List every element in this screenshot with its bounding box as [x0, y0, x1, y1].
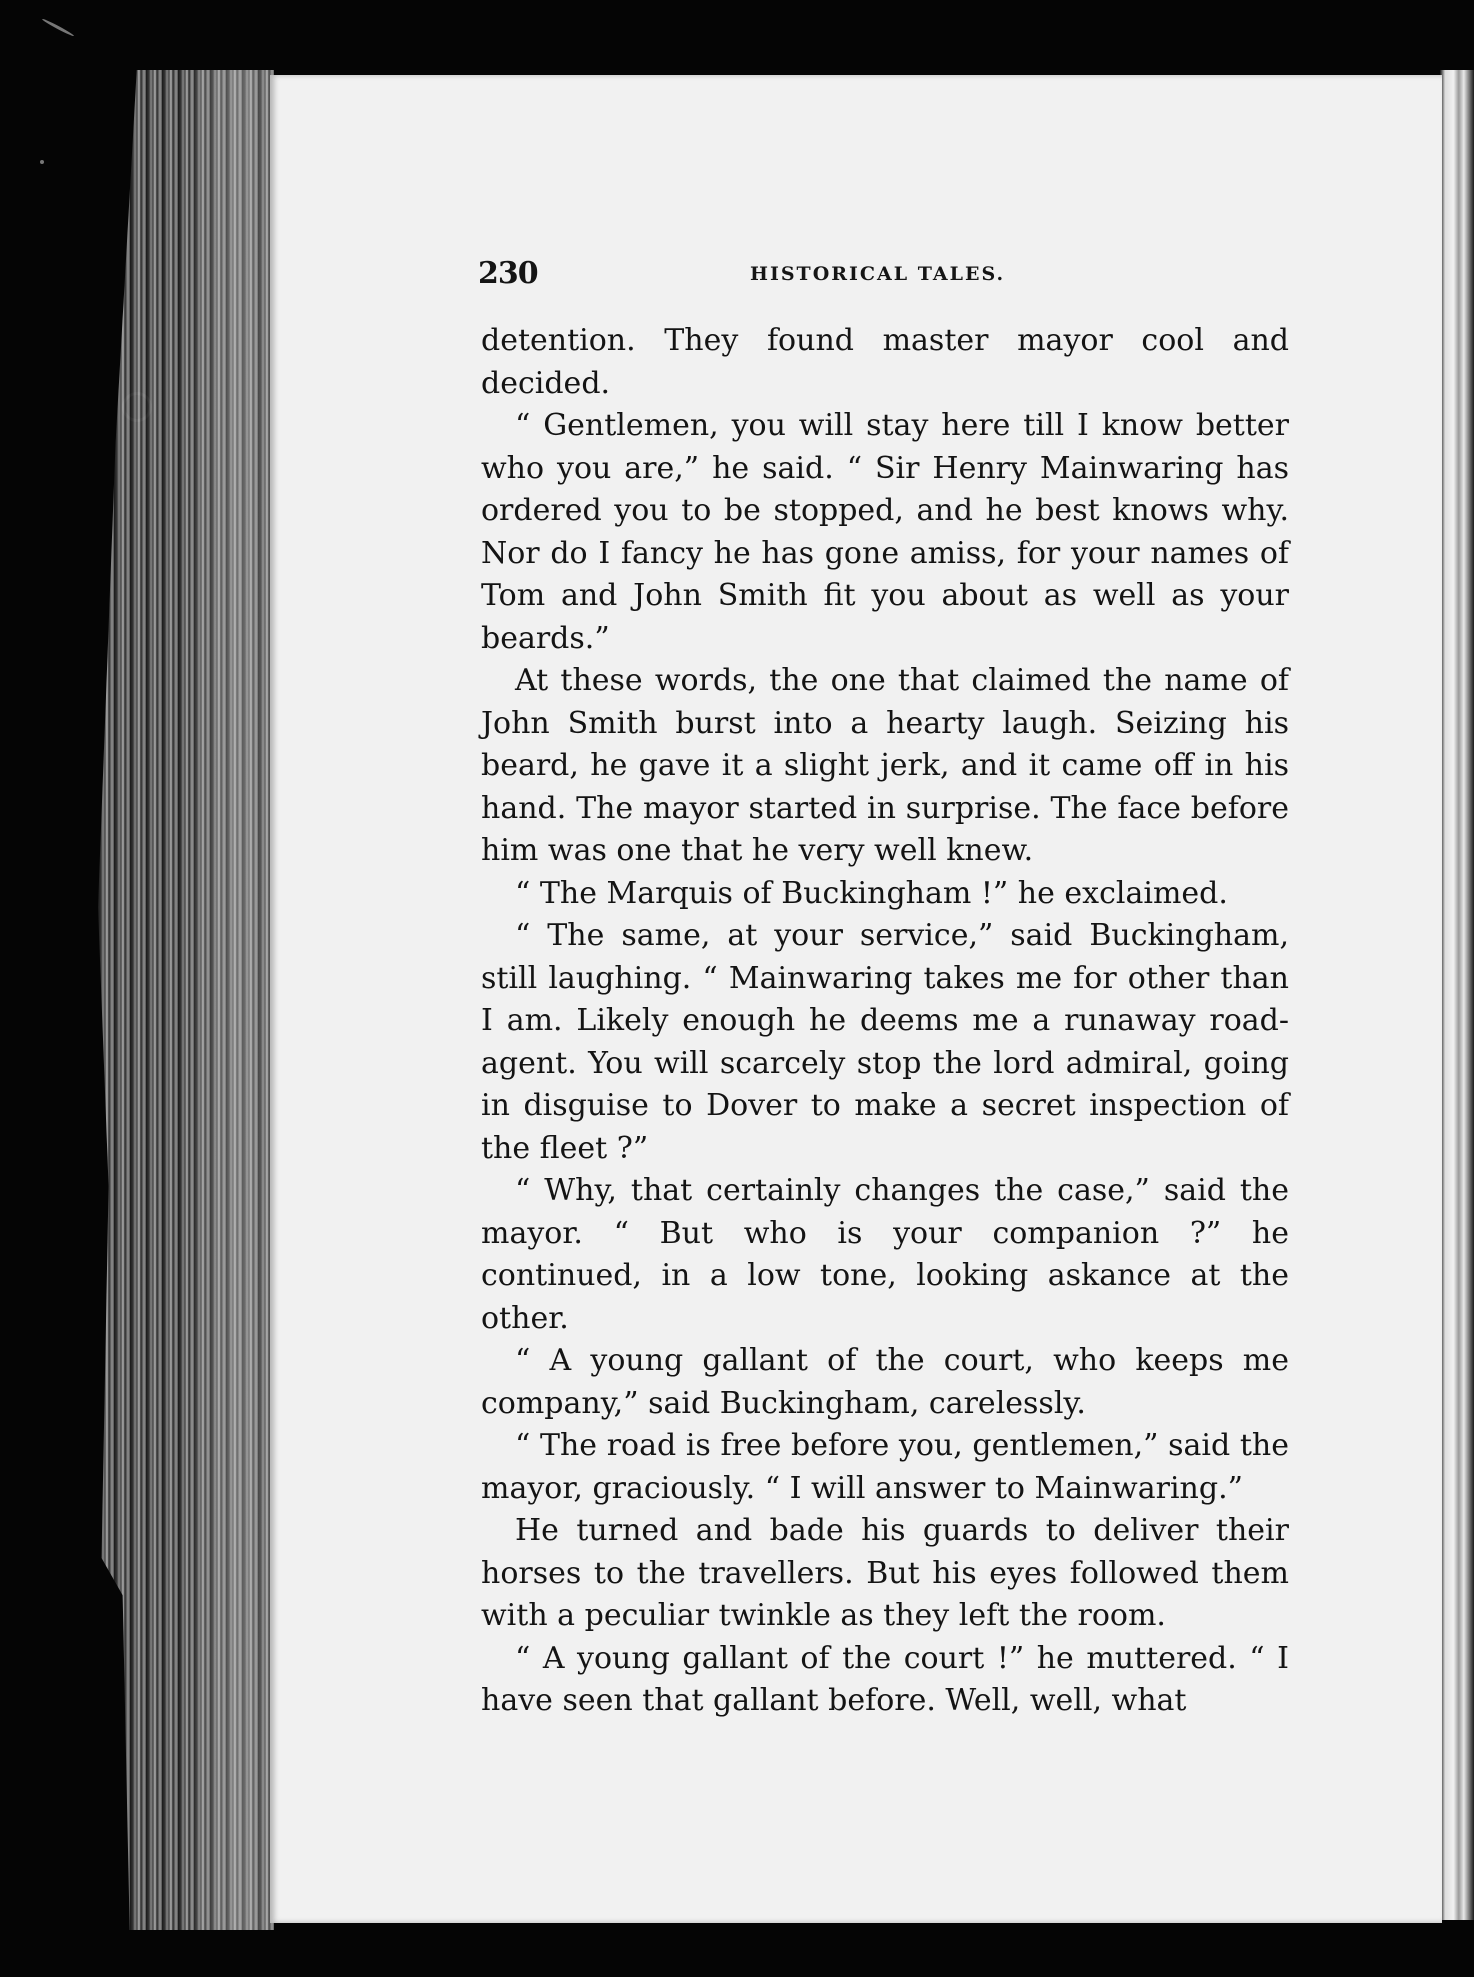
paragraph: “ The Marquis of Buckingham !” he exclaimed.: [515, 875, 1228, 911]
paragraph: “ The same, at your service,” said Buckingham, still laughing. “ Mainwaring takes me for other than I am. Likely enough he deems me a runaway road-agent. You will scarcely stop the lord admiral, going in disguise to Dover to make a secret inspection of the fleet ?”: [481, 918, 1289, 1166]
paragraph: detention. They found master mayor cool and decided.: [481, 323, 1289, 401]
paragraph: He turned and bade his guards to deliver their horses to the travellers. But his eyes followed them with a peculiar twinkle as they left the room.: [481, 1513, 1289, 1633]
right-page-edge: [1440, 70, 1474, 1920]
paragraph: “ The road is free before you, gentlemen,” said the mayor, graciously. “ I will answer to Mainwaring.”: [481, 1428, 1289, 1506]
scan-speck: [40, 160, 44, 164]
page-number: 230: [478, 256, 538, 291]
page-header: [478, 256, 1298, 296]
paragraph: “ Gentlemen, you will stay here till I know better who you are,” he said. “ Sir Henry Mainwaring has ordered you to be stopped, and he best knows why. Nor do I fancy he has gone amiss, for your names of Tom and John Smith fit you about as well as your beards.”: [481, 408, 1289, 656]
paragraph: “ A young gallant of the court, who keeps me company,” said Buckingham, carelessly.: [481, 1343, 1289, 1421]
paragraph: At these words, the one that claimed the name of John Smith burst into a hearty laugh. Seizing his beard, he gave it a slight jerk, and it came off in his hand. The mayor started in surprise. The face before him was one that he very well knew.: [481, 663, 1289, 868]
paragraph: “ Why, that certainly changes the case,” said the mayor. “ But who is your companion ?” he continued, in a low tone, looking askance at the other.: [481, 1173, 1289, 1336]
scan-speck: [41, 18, 74, 38]
page-stack-edge: [190, 70, 274, 1930]
body-text: [481, 320, 1289, 1723]
paragraph: “ A young gallant of the court !” he muttered. “ I have seen that gallant before. Well, well, what: [481, 1640, 1289, 1718]
running-head: HISTORICAL TALES.: [750, 263, 1006, 285]
